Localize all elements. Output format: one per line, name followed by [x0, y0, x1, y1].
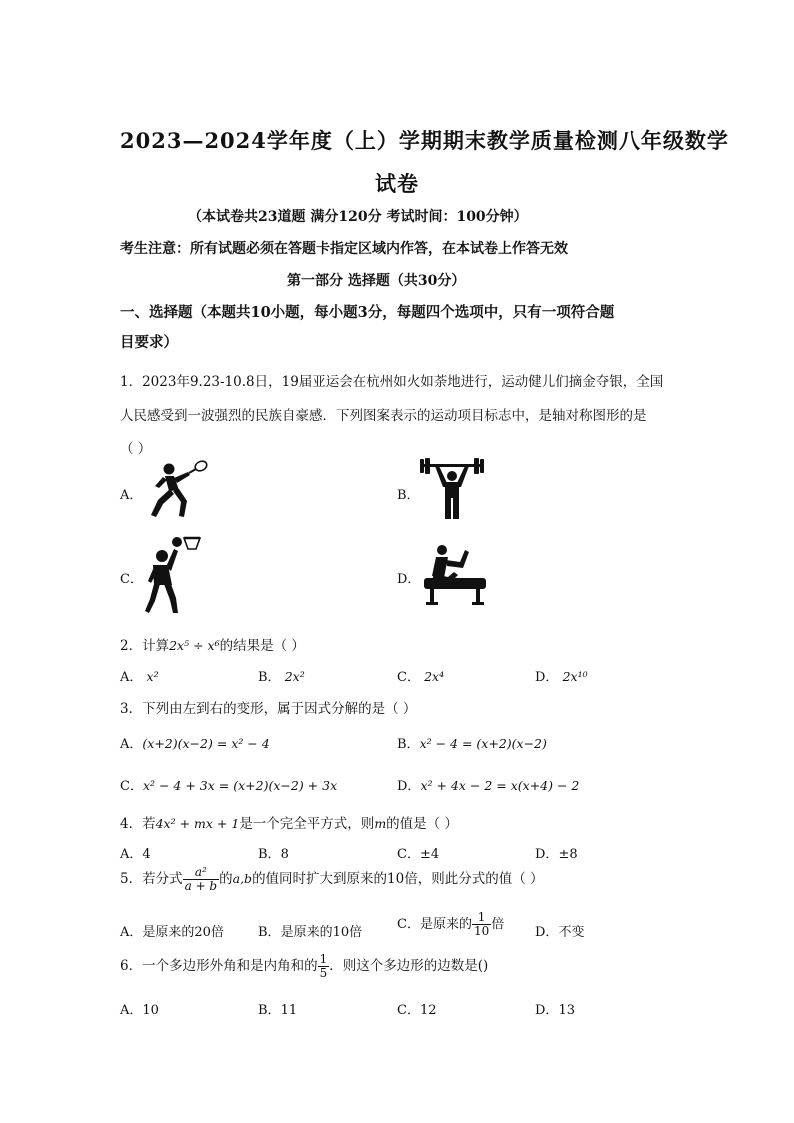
- q4-option-a: A．4: [120, 847, 151, 862]
- q5-option-a: A．是原来的20倍: [120, 925, 224, 940]
- q2-option-a: A． x²: [120, 669, 159, 685]
- q6-option-b: B．11: [258, 1003, 298, 1018]
- q6-fraction: $\frac{1}{5}$: [319, 952, 328, 980]
- q1-stem-line3: （ ）: [120, 441, 152, 457]
- q2-option-d: D． 2x¹⁰: [535, 669, 588, 685]
- q4-stem: 4．若4x² + mx + 1是一个完全平方式，则m的值是（ ）: [120, 816, 458, 832]
- q1-stem-line2: 人民感受到一波强烈的民族自豪感．下列图案表示的运动项目标志中，是轴对称图形的是: [120, 408, 647, 424]
- q1-stem-line1: 1．2023年9.23-10.8日，19届亚运会在杭州如火如荼地进行，运动健儿们摘金夺银，全国: [120, 374, 664, 390]
- page-title-line1: 2023—2024学年度（上）学期期末教学质量检测八年级数学: [120, 128, 729, 153]
- q4-expression: 4x² + mx + 1: [155, 816, 240, 831]
- q3-option-b: B．x² − 4 = (x+2)(x−2): [397, 736, 547, 752]
- part-heading: 第一部分 选择题（共30分）: [287, 273, 466, 289]
- q5-option-c: C．是原来的 $\frac{1}{10}$ 倍: [397, 910, 505, 938]
- q5-stem: 5．若分式 $\frac{\text{a²}}{a + b}$ 的a,b的值同时扩大到原来的10倍，则此分式的值（ ）: [120, 865, 544, 893]
- tennis-player-icon: [143, 460, 213, 520]
- q6-option-d: D．13: [535, 1003, 575, 1018]
- q3-option-a: A．(x+2)(x−2) = x² − 4: [120, 736, 270, 752]
- q5-option-b: B．是原来的10倍: [258, 925, 363, 940]
- page-title-line2: 试卷: [375, 171, 419, 196]
- section-heading-line1: 一、选择题（本题共10小题，每小题3分，每题四个选项中，只有一项符合题: [120, 304, 615, 321]
- section-heading-line2: 目要求）: [120, 334, 178, 351]
- q6-option-a: A．10: [120, 1003, 159, 1018]
- q5-option-c-fraction: $\frac{1}{10}$: [473, 910, 490, 938]
- q1-option-d-label: D．: [397, 572, 421, 587]
- q5-fraction: $\frac{\text{a²}}{a + b}$: [184, 865, 218, 893]
- weightlifter-icon: [417, 458, 487, 520]
- q2-stem-pre: 2．计算: [120, 638, 170, 654]
- q2-option-c: C． 2x⁴: [397, 669, 445, 685]
- q3-stem: 3．下列由左到右的变形，属于因式分解的是（ ）: [120, 701, 417, 717]
- basketball-player-icon: [140, 535, 210, 615]
- q1-option-a-label: A．: [120, 488, 143, 503]
- q2-option-b: B． 2x²: [258, 669, 305, 685]
- q5-option-d: D．不变: [535, 925, 585, 940]
- q3-option-c: C．x² − 4 + 3x = (x+2)(x−2) + 3x: [120, 778, 338, 794]
- q6-option-c: C．12: [397, 1003, 437, 1018]
- q2-stem: [120, 634, 305, 654]
- exam-info: （本试卷共23道题 满分120分 考试时间：100分钟）: [188, 209, 528, 225]
- gymnast-pommel-horse-icon: [420, 540, 490, 606]
- q6-stem: 6．一个多边形外角和是内角和的 $\frac{1}{5}$ ．则这个多边形的边数是(): [120, 952, 489, 980]
- q4-option-d: D．±8: [535, 847, 578, 862]
- q1-option-c-label: C．: [120, 572, 143, 587]
- q2-stem-post: 的结果是（ ）: [219, 638, 305, 654]
- q1-option-b-label: B．: [397, 488, 420, 503]
- q4-option-c: C．±4: [397, 847, 440, 862]
- q4-option-b: B．8: [258, 847, 289, 862]
- exam-notice: 考生注意：所有试题必须在答题卡指定区域内作答，在本试卷上作答无效: [120, 241, 568, 257]
- q2-expression: 2x⁵ ÷ x⁶: [169, 638, 220, 653]
- q3-option-d: D．x² + 4x − 2 = x(x+4) − 2: [397, 778, 580, 794]
